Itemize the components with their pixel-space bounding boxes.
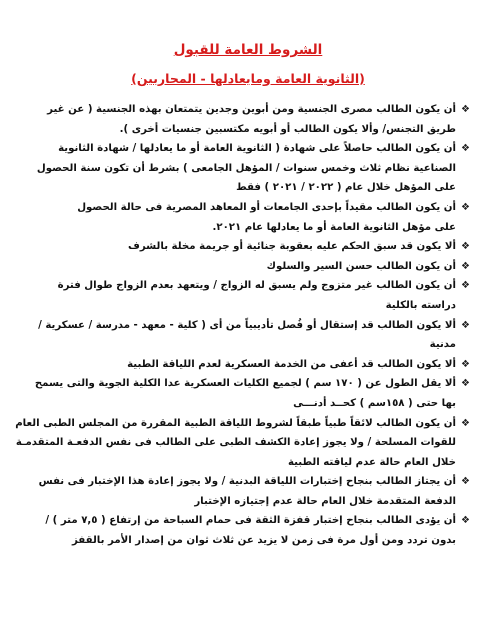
list-item-line: دراسته بالكلية	[385, 299, 456, 311]
list-item	[26, 355, 470, 375]
diamond-outline-icon: ❖	[461, 143, 470, 155]
diamond-outline-icon: ❖	[461, 476, 470, 488]
page-subtitle: (الثانوية العامة ومايعادلها - المحاربين)	[131, 71, 365, 86]
list-item	[26, 237, 470, 257]
diamond-outline-icon: ❖	[461, 319, 470, 331]
list-item-line: مدنية	[429, 339, 456, 351]
list-item-line: أن يكون الطالب حاصلاً على شهادة ( الثانوية العامة أو ما يعادلها / شهادة الثانوية	[58, 143, 456, 155]
list-item-line: أن يكون الطالب غير متزوج ولم يسبق له الزواج / ويتعهد بعدم الزواج طوال فترة	[57, 280, 456, 292]
list-item	[26, 139, 470, 198]
list-item-line: على المؤهل خلال عام ( ٢٠٢٢ / ٢٠٢١ ) فقط	[236, 182, 456, 194]
list-item	[26, 316, 470, 355]
list-item-line: أن يكون الطالب حسن السير والسلوك	[266, 260, 456, 272]
diamond-outline-icon: ❖	[461, 104, 470, 115]
list-item	[26, 276, 470, 315]
list-item-line: على مؤهل الثانوية العامة أو ما يعادلها عام ٢٠٢١.	[212, 221, 456, 233]
diamond-outline-icon: ❖	[461, 201, 470, 213]
list-item	[26, 472, 470, 511]
list-item	[15, 414, 470, 473]
list-item	[26, 374, 470, 413]
diamond-outline-icon: ❖	[461, 515, 470, 527]
diamond-outline-icon: ❖	[461, 417, 470, 429]
list-item	[26, 257, 470, 277]
list-item-line: خلال العام حالة عدم لياقته الطبية	[287, 456, 456, 468]
list-item-line: ألا يكون الطالب قد إستقال أو فُصل تأديبياً من أى ( كلية - معهد - مدرسة / عسكرية /	[38, 319, 456, 331]
conditions-list	[15, 100, 470, 551]
list-item-line: ألا يكون الطالب قد أعفى من الخدمة العسكرية لعدم اللياقة الطبية	[127, 358, 456, 370]
list-item-line: للقوات المسلحة / ولا يجوز إعادة الكشف الطبى على الطالب فى نفس الدفعـة المتقدمـة	[15, 437, 456, 449]
list-item-line: أن يكون الطالب مصرى الجنسية ومن أبوين وجدين يتمتعان بهذه الجنسية ( عن غير	[47, 104, 456, 115]
list-item-line: أن يجتاز الطالب بنجاح إختبارات اللياقة البدنية / ولا يجوز إعادة هذا الإختبار فى نفس	[38, 476, 456, 488]
list-item	[26, 198, 470, 237]
diamond-outline-icon: ❖	[461, 241, 470, 253]
diamond-outline-icon: ❖	[461, 260, 470, 272]
list-item	[26, 100, 470, 139]
list-item-line: الدفعة المتقدمة خلال العام حالة عدم إجتيازه الإختبار	[194, 495, 456, 507]
diamond-outline-icon: ❖	[461, 358, 470, 370]
list-item-line: أن يؤدى الطالب بنجاح إختبار قفزة الثقة فى حمام السباحة من إرتفاع ( ٧,٥ متر ) /	[45, 515, 456, 527]
list-item-line: ألا يكون قد سبق الحكم عليه بعقوبة جنائية أو جريمة مخلة بالشرف	[128, 241, 456, 253]
list-item-line: الصناعية نظام ثلاث وخمس سنوات / المؤهل الجامعى ) بشرط أن تكون سنة الحصول	[36, 162, 456, 174]
list-item-line: بدون تردد ومن أول مرة فى زمن لا يزيد عن ثلاث ثوان من إصدار الأمر بالقفز	[71, 535, 456, 547]
diamond-outline-icon: ❖	[461, 378, 470, 390]
diamond-outline-icon: ❖	[461, 280, 470, 292]
list-item-line: ألا يقل الطول عن ( ١٧٠ سم ) لجميع الكليات العسكرية عدا الكلية الجوية والتى يسمح	[34, 378, 456, 390]
list-item-line: أن يكون الطالب لائقاً طبياً طبقاً لشروط اللياقة الطبية المقررة من المجلس الطبى العام	[15, 417, 456, 429]
list-item	[26, 511, 470, 550]
list-item-line: أن يكون الطالب مقيداً بإحدى الجامعات أو المعاهد المصرية فى حالة الحصول	[77, 201, 456, 213]
list-item-line: طريق التجنس/ وألا يكون الطالب أو أبويه مكتسبين جنسيات أخرى ).	[119, 123, 456, 135]
list-item-line: بها حتى ( ١٥٨سم ) كحــد أدنـــى	[293, 397, 456, 409]
page-title: الشروط العامة للقبول	[173, 42, 323, 58]
